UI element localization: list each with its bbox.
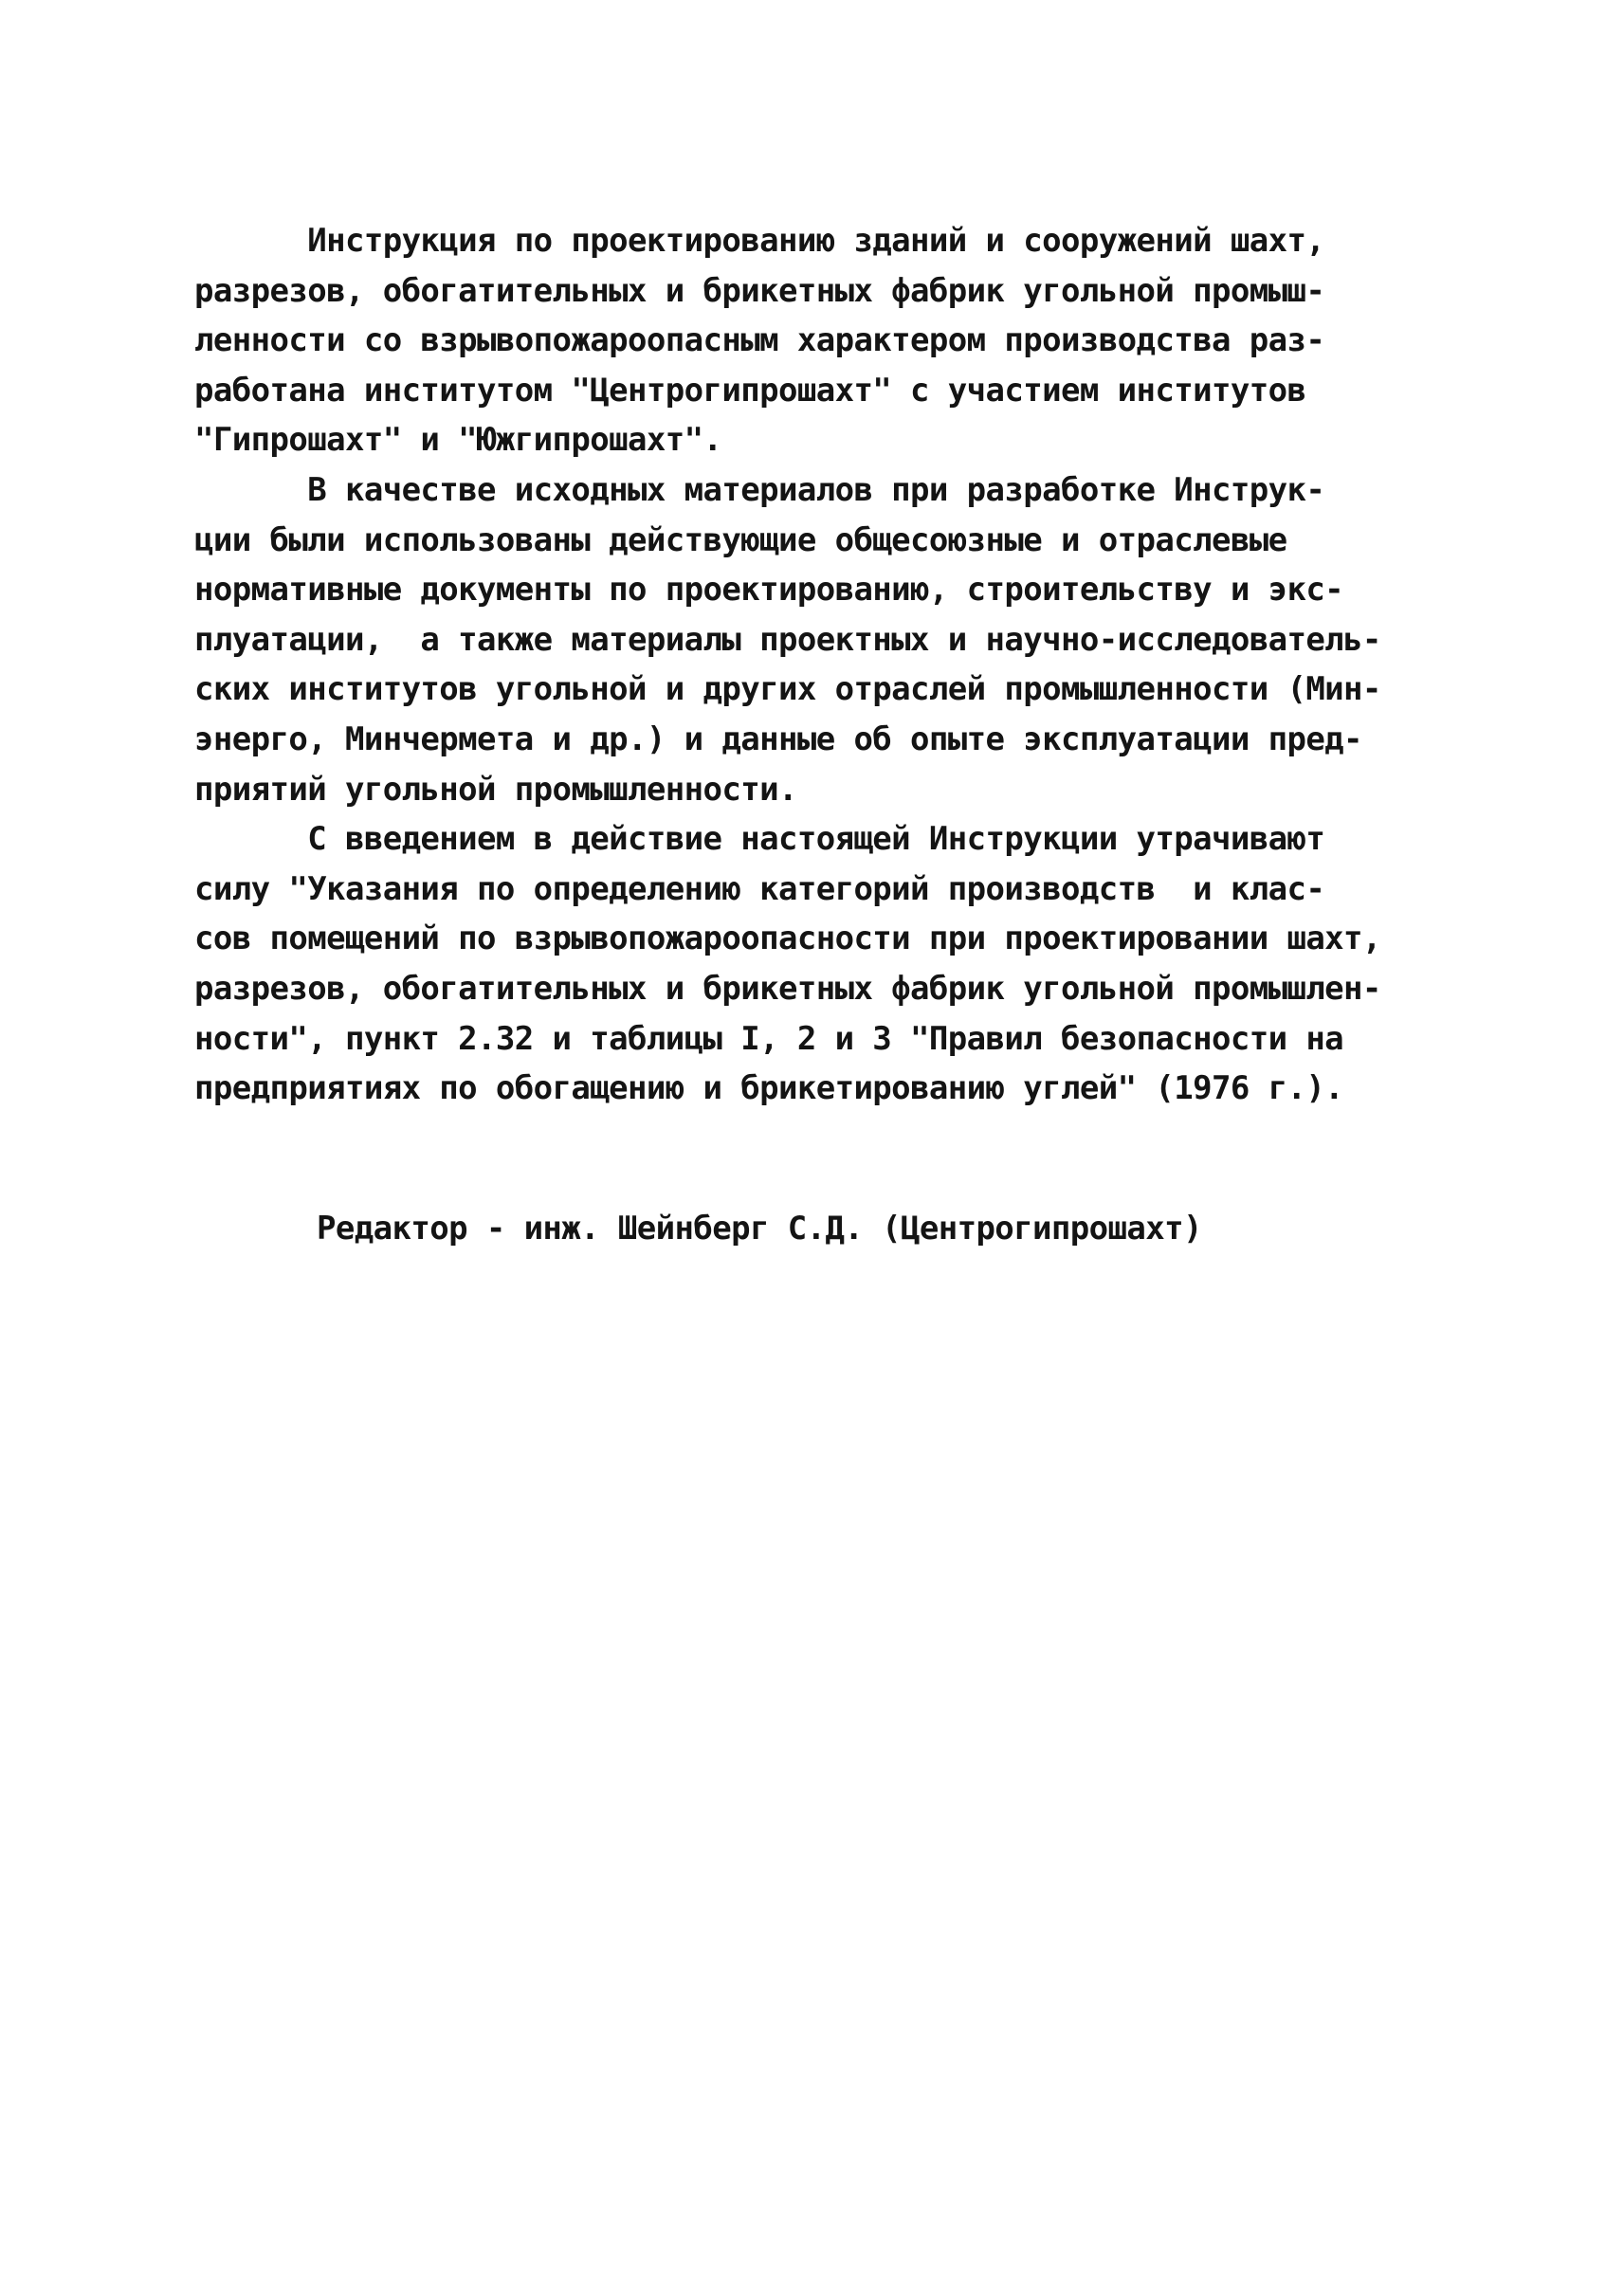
text-line: предприятиях по обогащению и брикетированию углей" (1976 г.).	[194, 1069, 1344, 1108]
text-line: приятий угольной промышленности.	[194, 770, 797, 809]
text-line: ских институтов угольной и других отраслей промышленности (Мин-	[194, 670, 1381, 709]
text-line: ности", пункт 2.32 и таблицы I, 2 и 3 "Правил безопасности на	[194, 1019, 1344, 1058]
editor-credit: Редактор - инж. Шейнберг С.Д. (Центрогипрошахт)	[317, 1210, 1202, 1248]
text-line: С введением в действие настоящей Инструкции утрачивают	[194, 820, 1325, 859]
text-line: сов помещений по взрывопожароопасности при проектировании шахт,	[194, 920, 1381, 958]
text-line: плуатации, а также материалы проектных и научно-исследователь-	[194, 620, 1381, 659]
text-line: В качестве исходных материалов при разработке Инструк-	[194, 470, 1325, 509]
text-line: силу "Указания по определению категорий производств и клас-	[194, 869, 1325, 908]
body-text	[194, 216, 1465, 1114]
text-line: разрезов, обогатительных и брикетных фабрик угольной промыш-	[194, 271, 1325, 310]
text-line: разрезов, обогатительных и брикетных фабрик угольной промышлен-	[194, 969, 1381, 1008]
text-line: работана институтом "Центрогипрошахт" с участием институтов	[194, 371, 1306, 410]
text-line: нормативные документы по проектированию, строительству и экс-	[194, 571, 1344, 610]
text-line: ции были использованы действующие общесоюзные и отраслевые	[194, 520, 1287, 559]
text-line: "Гипрошахт" и "Южгипрошахт".	[194, 421, 722, 460]
text-line: Инструкция по проектированию зданий и сооружений шахт,	[194, 222, 1325, 260]
text-line: энерго, Минчермета и др.) и данные об опыте эксплуатации пред-	[194, 719, 1362, 758]
text-line: ленности со взрывопожароопасным характером производства раз-	[194, 321, 1325, 360]
